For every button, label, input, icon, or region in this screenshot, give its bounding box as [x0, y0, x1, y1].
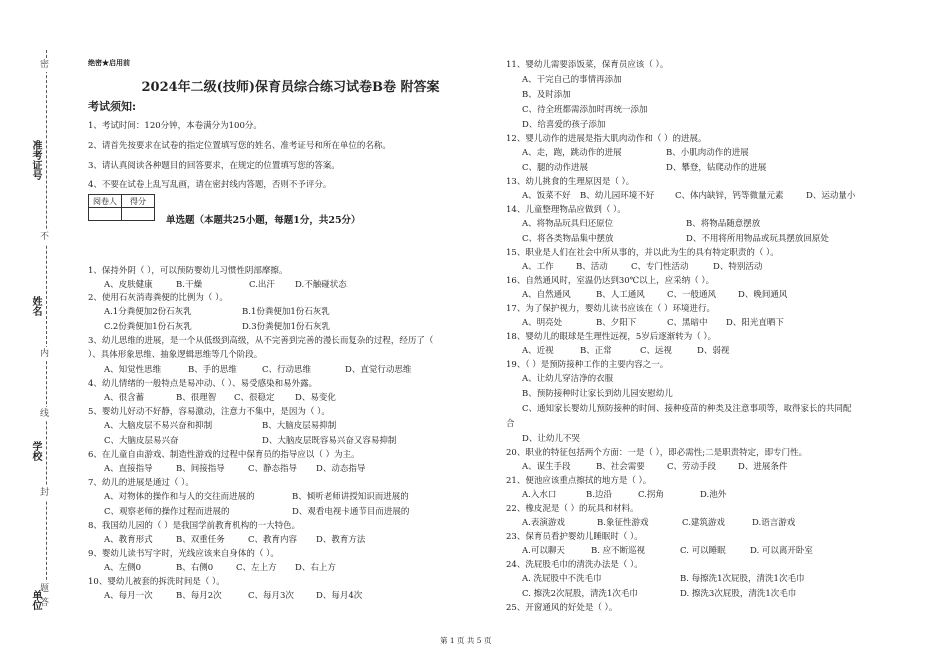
option[interactable]: B、正常	[580, 346, 612, 356]
question: 3、幼儿思维的进展，是一个从低级到高级，从不完善到完善的漫长而复杂的过程，经历了（	[88, 336, 434, 346]
option[interactable]: A、皮肤健康	[104, 280, 153, 290]
option[interactable]: D、进展条件	[738, 462, 788, 472]
option[interactable]: D、观看电视卡通节目而进展的	[292, 507, 410, 517]
option[interactable]: C、腿的动作进展	[522, 163, 589, 173]
option[interactable]: B、活动	[576, 262, 608, 272]
option[interactable]: C、教育内容	[248, 535, 298, 545]
option[interactable]: A、明亮处	[522, 318, 563, 328]
option[interactable]: A. 洗屁股中不洗毛巾	[522, 574, 602, 584]
option[interactable]: B、预防接种时让家长到幼儿园安慰幼儿	[522, 389, 673, 399]
option-continued: 合	[506, 419, 515, 429]
option[interactable]: B.干燥	[176, 280, 202, 290]
question: 4、幼儿情绪的一般特点是易冲动、（ ）、易受感染和易外露。	[88, 379, 318, 389]
option[interactable]: A、知觉性思维	[104, 365, 162, 375]
option[interactable]: D、易变化	[295, 393, 336, 403]
exam-number-field[interactable]: 准考证号	[30, 140, 41, 180]
question: 15、职业是人们在社会中所从事的，并以此为生的具有特定职责的（ ）。	[506, 248, 779, 258]
option[interactable]: C、很稳定	[234, 393, 275, 403]
question: 25、开窗通风的好处是（ ）。	[506, 603, 618, 613]
option[interactable]: C、每月3次	[248, 591, 294, 601]
option[interactable]: A、将物品玩具归还原位	[522, 219, 614, 229]
page-title: 2024年二级(技师)保育员综合练习试卷B卷 附答案	[141, 80, 440, 95]
option[interactable]: A、很含蓄	[104, 393, 145, 403]
option[interactable]: A、教育形式	[104, 535, 153, 545]
option[interactable]: B、夕阳下	[596, 318, 637, 328]
option[interactable]: A、谋生手段	[522, 462, 571, 472]
option[interactable]: D、让幼儿不哭	[522, 434, 580, 444]
binding-margin	[0, 0, 62, 671]
option[interactable]: A、对物体的操作和与人的交往而进展的	[104, 492, 255, 502]
option[interactable]: B、及时添加	[522, 90, 571, 100]
question-continued: ）、具体形象思维、抽象逻辑思维等几个阶段。	[88, 350, 263, 360]
question: 9、婴幼儿读书写字时，光线应该来自身体的（ ）。	[88, 549, 279, 559]
option[interactable]: D、运动量小	[806, 191, 856, 201]
option[interactable]: B、社会需要	[596, 462, 645, 472]
seal-char: 内	[40, 349, 50, 359]
option[interactable]: A、大脑皮层不易兴奋和抑制	[104, 421, 213, 431]
option[interactable]: C、通知家长婴幼儿预防接种的时间、接种疫苗的种类及注意事项等，取得家长的共同配	[522, 404, 852, 414]
reviewer-label: 阅卷人	[89, 195, 122, 208]
option[interactable]: B、将物品随意摆放	[686, 219, 761, 229]
option[interactable]: A、每月一次	[104, 591, 153, 601]
option[interactable]: B、倾听老师讲授知识而进展的	[292, 492, 409, 502]
notice-item: 2、请首先按要求在试卷的指定位置填写您的姓名、准考证号和所在单位的名称。	[88, 140, 391, 151]
option[interactable]: A.可以聊天	[522, 546, 565, 556]
option[interactable]: A、让幼儿穿洁净的衣服	[522, 374, 614, 384]
option[interactable]: D、动态指导	[316, 464, 366, 474]
option[interactable]: B、间接指导	[176, 464, 225, 474]
seal-char: 密	[40, 60, 50, 70]
question: 22、橡皮泥是（ ）的玩具和材料。	[506, 504, 639, 514]
option[interactable]: B.象征性游戏	[597, 518, 649, 528]
option[interactable]: D、大脑皮层既容易兴奋又容易抑制	[262, 436, 397, 446]
option[interactable]: D、教育方法	[316, 535, 366, 545]
option[interactable]: C、待全班都需添加时再统一添加	[522, 105, 648, 115]
option[interactable]: A.表演游戏	[522, 518, 565, 528]
notice-item: 1、考试时间：120分钟，本卷满分为100分。	[88, 121, 262, 131]
option[interactable]: C、劳动手段	[667, 462, 717, 472]
score-label: 得分	[122, 195, 155, 208]
question: 8、我国幼儿园的（ ）是我国学前教育机构的一大特色。	[88, 521, 301, 531]
option[interactable]: A、左侧0	[104, 563, 142, 573]
reviewer-cell[interactable]	[89, 208, 122, 221]
question: 19、（ ）是预防接种工作的主要内容之一。	[506, 360, 669, 370]
question: 13、幼儿挑食的生理原因是（ ）。	[506, 177, 635, 187]
question: 2、使用石灰消毒粪便的比例为（ ）。	[88, 293, 228, 303]
option[interactable]: C.建筑游戏	[682, 518, 725, 528]
notice-item: 4、不要在试卷上乱写乱画，请在密封线内答题，否则不予评分。	[88, 180, 332, 191]
option[interactable]: C、大脑皮层易兴奋	[104, 436, 179, 446]
option[interactable]: C. 擦洗2次屁股，清洗1次毛巾	[522, 589, 638, 599]
seal-char: 封	[40, 488, 50, 498]
school-field[interactable]: 学校	[30, 441, 41, 461]
option[interactable]: A、干完自己的事情再添加	[522, 75, 622, 85]
option[interactable]: C、一般通风	[667, 290, 717, 300]
option[interactable]: D. 可以离开卧室	[750, 546, 813, 556]
option[interactable]: C. 可以睡眠	[680, 546, 726, 556]
option[interactable]: B. 应不断巡视	[591, 546, 646, 556]
option[interactable]: C、静态指导	[248, 464, 298, 474]
option[interactable]: D.池外	[700, 490, 727, 500]
question: 21、便池应该重点擦拭的地方是（ ）。	[506, 476, 652, 486]
option[interactable]: A、饭菜不好	[522, 191, 571, 201]
question: 11、婴幼儿需要添饭菜，保育员应该（ ）。	[506, 60, 669, 70]
option[interactable]: C、专门性活动	[631, 262, 689, 272]
option[interactable]: B、双重任务	[176, 535, 225, 545]
option[interactable]: C、行动思维	[262, 365, 312, 375]
option[interactable]: B、人工通风	[596, 290, 645, 300]
option[interactable]: B.1份粪便加1份石灰乳	[242, 307, 330, 317]
score-table	[88, 194, 155, 221]
seal-char: 线	[40, 409, 50, 419]
section-heading: 单选题（本题共25小题，每题1分，共25分）	[166, 215, 361, 226]
question: 7、幼儿的进展是通过（ ）。	[88, 478, 194, 488]
option[interactable]: A、直接指导	[104, 464, 153, 474]
option[interactable]: D、弱视	[697, 346, 730, 356]
option[interactable]: B、很理智	[176, 393, 217, 403]
notice-heading: 考试须知:	[88, 100, 137, 113]
option[interactable]: B、右侧0	[176, 563, 214, 573]
option[interactable]: D、不用将所用物品或玩具摆放回原处	[686, 234, 829, 244]
option[interactable]: C、远视	[640, 346, 673, 356]
option[interactable]: B、幼儿园环境不好	[580, 191, 655, 201]
option[interactable]: D、特别活动	[713, 262, 763, 272]
option[interactable]: D. 擦洗3次屁股，清洗1次毛巾	[680, 589, 797, 599]
option[interactable]: C.出汗	[249, 280, 275, 290]
option[interactable]: C、体内缺锌，钙等微量元素	[675, 191, 784, 201]
question: 12、婴儿动作的进展是指大肌肉动作和（ ）的进展。	[506, 134, 707, 144]
page-footer: 第 1 页 共 5 页	[440, 636, 492, 645]
seal-dashed-line	[46, 50, 47, 610]
notice-item: 3、请认真阅读各种题目的回答要求，在规定的位置填写您的答案。	[88, 160, 340, 171]
question: 6、在儿童自由游戏、制造性游戏的过程中保育员的指导应以（ ）为主。	[88, 450, 360, 460]
option[interactable]: A.1分粪便加2份石灰乳	[104, 307, 192, 317]
option[interactable]: C、观察老师的操作过程而进展的	[104, 507, 230, 517]
score-cell[interactable]	[122, 208, 155, 221]
option[interactable]: C.拐角	[638, 490, 664, 500]
option[interactable]: D.3份粪便加1份石灰乳	[242, 322, 331, 332]
question: 23、保育员看护婴幼儿睡眠时（ ）。	[506, 532, 643, 542]
question: 16、自然通风时，室温仍达到30℃以上，应采纳（ ）。	[506, 276, 715, 286]
option[interactable]: C、左上方	[236, 563, 277, 573]
option[interactable]: C.2份粪便加1份石灰乳	[104, 322, 192, 332]
seal-char: 答	[40, 598, 50, 608]
option[interactable]: B、大脑皮层易抑制	[262, 421, 337, 431]
name-field[interactable]: 姓名	[30, 296, 41, 316]
option[interactable]: A、近视	[522, 346, 554, 356]
option[interactable]: B. 每擦洗1次屁股，清洗1次毛巾	[680, 574, 805, 584]
option[interactable]: C、将各类物品集中摆放	[522, 234, 614, 244]
option[interactable]: C、黑暗中	[667, 318, 708, 328]
option[interactable]: A、自然通风	[522, 290, 571, 300]
option[interactable]: D、攀登，钻爬动作的进展	[666, 163, 767, 173]
option[interactable]: D、晚间通风	[738, 290, 788, 300]
option[interactable]: B.边沿	[586, 490, 612, 500]
notice-list	[88, 117, 391, 196]
option[interactable]: D.语言游戏	[752, 518, 796, 528]
option[interactable]: D、每月4次	[316, 591, 363, 601]
question: 24、洗屁股毛巾的清洗办法是（ ）。	[506, 560, 643, 570]
option[interactable]: D.不触碰状态	[295, 280, 347, 290]
unit-field[interactable]: 单位	[30, 590, 41, 610]
question: 5、婴幼儿好动不好静，容易激动，注意力不集中，是因为（ ）。	[88, 407, 330, 417]
option[interactable]: A.入水口	[522, 490, 557, 500]
seal-char: 题	[40, 584, 50, 594]
question: 17、为了保护视力，婴幼儿读书应该在（ ）环境进行。	[506, 304, 716, 314]
question: 1、保持外阴（ ），可以预防婴幼儿习惯性阴部摩擦。	[88, 266, 288, 276]
option[interactable]: D、给喜爱的孩子添加	[522, 120, 606, 130]
option[interactable]: B、每月2次	[176, 591, 222, 601]
question: 20、职业的特征包括两个方面：一是（ ），即必需性;二是职责特定，即专门性。	[506, 448, 808, 458]
question: 18、婴幼儿的眼球是生理性远视，5岁后逐渐转为（ ）。	[506, 332, 717, 342]
question: 14、儿童整理物品应做到（ ）。	[506, 205, 626, 215]
option[interactable]: A、工作	[522, 262, 554, 272]
option[interactable]: D、阳光直晒下	[726, 318, 784, 328]
option[interactable]: D、直觉行动思维	[345, 365, 412, 375]
option[interactable]: D、右上方	[295, 563, 336, 573]
option[interactable]: B、小肌肉动作的进展	[666, 148, 749, 158]
option[interactable]: B、手的思维	[188, 365, 237, 375]
seal-char: 不	[40, 232, 50, 242]
question: 10、婴幼儿被套的拆洗时间是（ ）。	[88, 577, 225, 587]
secret-mark: 绝密★启用前	[88, 58, 130, 67]
option[interactable]: A、走，跑，跳动作的进展	[522, 148, 622, 158]
